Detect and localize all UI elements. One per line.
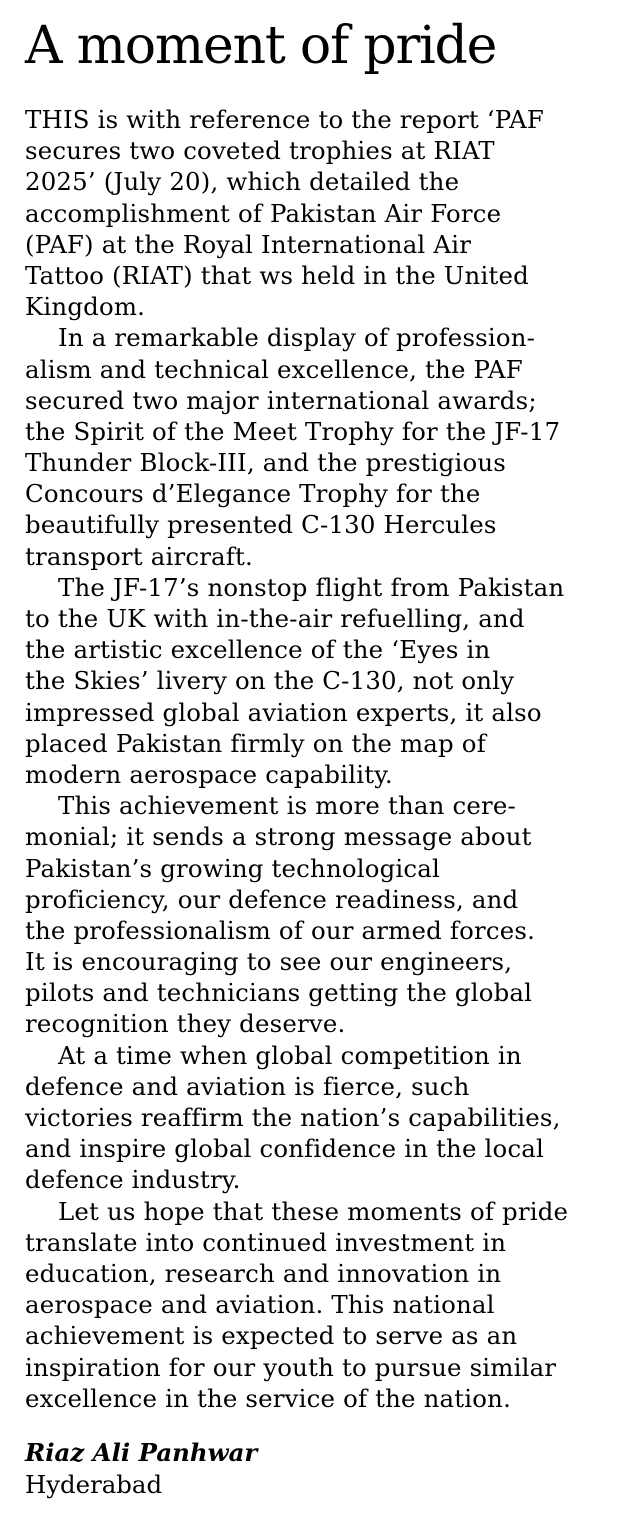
body-line: the Skies’ livery on the C-130, not only xyxy=(25,666,515,696)
body-line: THIS is with reference to the report ‘PAF xyxy=(25,105,545,134)
body-line: (PAF) at the Royal International Air xyxy=(25,229,472,259)
body-line: inspiration for our youth to pursue similar xyxy=(25,1352,557,1382)
body-line: the professionalism of our armed forces. xyxy=(25,915,536,945)
body-line: alism and technical excellence, the PAF xyxy=(25,354,523,384)
body-line: defence and aviation is fierce, such xyxy=(25,1071,470,1101)
body-line: transport aircraft. xyxy=(25,541,253,571)
body-line: Let us hope that these moments of pride xyxy=(58,1196,569,1226)
body-line: monial; it sends a strong message about xyxy=(25,822,532,852)
letter-title: A moment of pride xyxy=(25,16,497,76)
body-line: Kingdom. xyxy=(25,292,146,322)
body-line: achievement is expected to serve as an xyxy=(25,1321,518,1351)
body-line: beautifully presented C-130 Hercules xyxy=(25,510,497,540)
letter-body xyxy=(25,104,637,1414)
body-line: It is encouraging to see our engineers, xyxy=(25,947,513,977)
body-line: Tattoo (RIAT) that ws held in the United xyxy=(25,260,529,290)
body-line: and inspire global confidence in the local xyxy=(25,1134,545,1164)
body-line: aerospace and aviation. This national xyxy=(25,1290,495,1320)
body-line: secures two coveted trophies at RIAT xyxy=(25,136,495,166)
body-line: In a remarkable display of profession- xyxy=(58,323,536,353)
body-line: The JF-17’s nonstop flight from Pakistan xyxy=(58,572,565,602)
author-name: Riaz Ali Panhwar xyxy=(25,1438,258,1467)
body-line: the Spirit of the Meet Trophy for the JF-17 xyxy=(25,416,561,446)
body-line: placed Pakistan firmly on the map of xyxy=(25,728,486,758)
author-location: Hyderabad xyxy=(25,1470,163,1499)
body-line: to the UK with in-the-air refuelling, and xyxy=(25,604,525,633)
body-line: Thunder Block-III, and the prestigious xyxy=(25,448,506,478)
body-line: translate into continued investment in xyxy=(25,1227,507,1257)
body-line: 2025’ (July 20), which detailed the xyxy=(25,167,460,197)
body-line: excellence in the service of the nation. xyxy=(25,1383,512,1413)
body-line: Concours d’Elegance Trophy for the xyxy=(25,479,481,509)
body-line: recognition they deserve. xyxy=(25,1009,346,1039)
body-line: secured two major international awards; xyxy=(25,385,537,415)
body-line: modern aerospace capability. xyxy=(25,759,393,789)
body-line: proficiency, our defence readiness, and xyxy=(25,884,519,914)
body-line: This achievement is more than cere- xyxy=(58,791,516,821)
body-line: accomplishment of Pakistan Air Force xyxy=(25,198,502,228)
body-line: the artistic excellence of the ‘Eyes in xyxy=(25,635,491,665)
body-line: pilots and technicians getting the global xyxy=(25,978,533,1008)
body-line: impressed global aviation experts, it also xyxy=(25,697,542,727)
body-line: education, research and innovation in xyxy=(25,1258,502,1288)
body-line: defence industry. xyxy=(25,1165,241,1195)
body-line: At a time when global competition in xyxy=(58,1040,522,1070)
body-line: victories reaffirm the nation’s capabilities, xyxy=(25,1103,561,1132)
body-line: Pakistan’s growing technological xyxy=(25,853,441,883)
signature-block xyxy=(25,1437,257,1501)
